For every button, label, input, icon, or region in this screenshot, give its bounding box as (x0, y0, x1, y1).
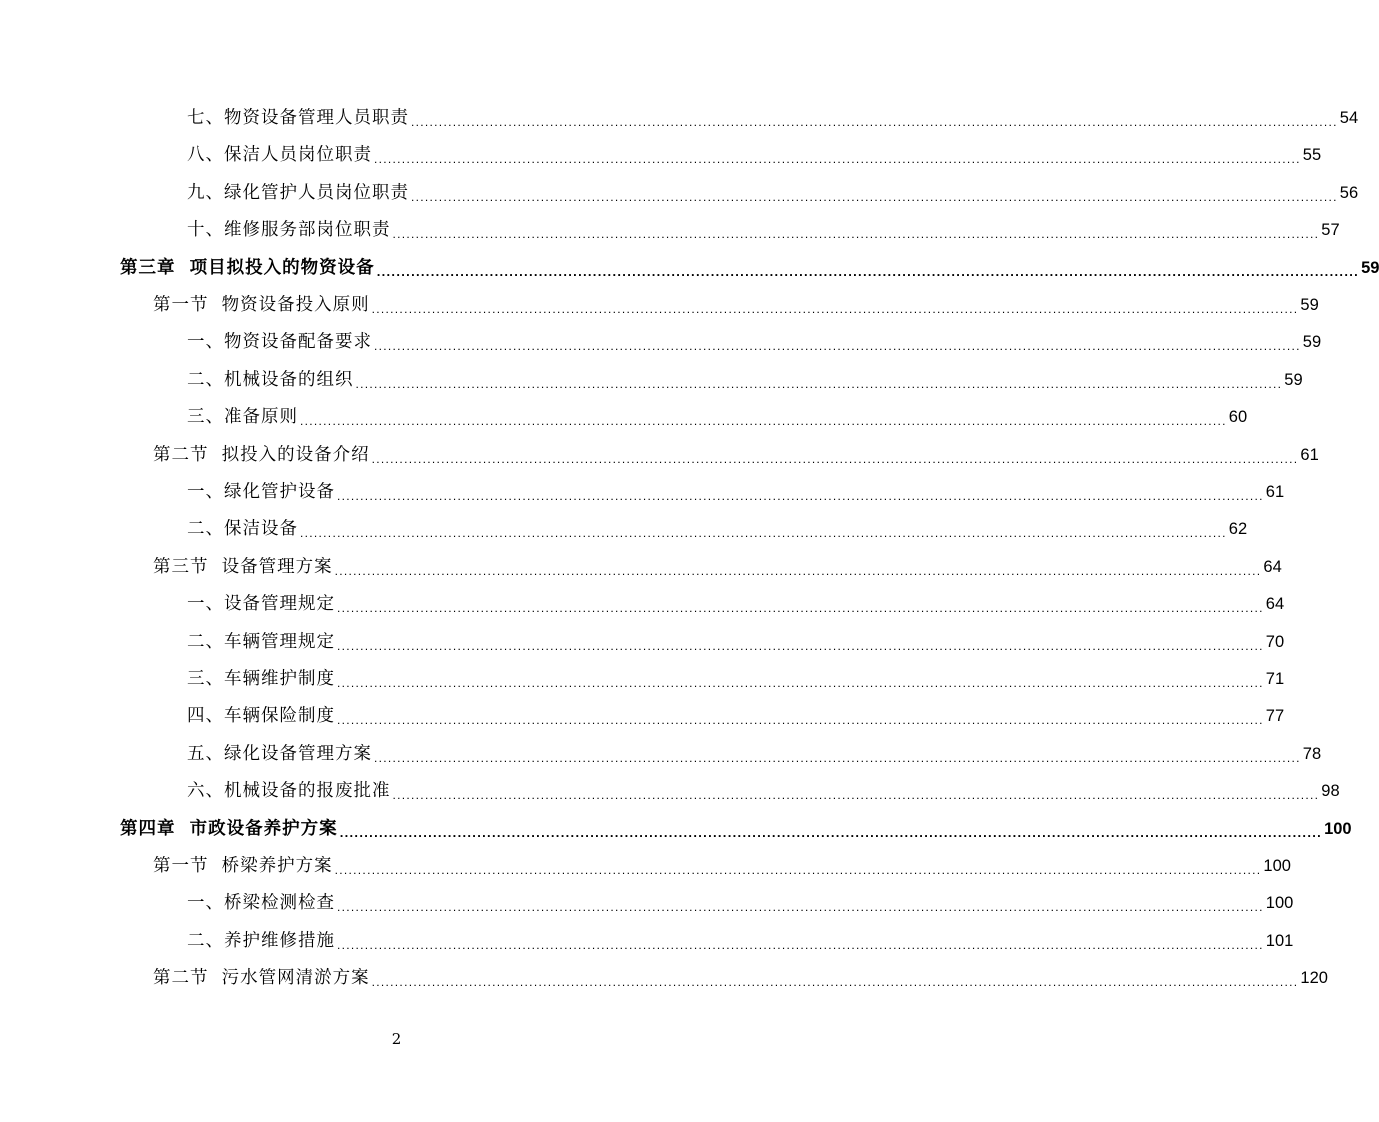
toc-entry-page: 98 (1321, 782, 1340, 801)
toc-leader-dots: ........................................................................................................................................................................................................ (392, 227, 1320, 242)
toc-leader-dots: ........................................................................................................................................................................................................ (337, 489, 1264, 503)
toc-entry-page: 64 (1265, 595, 1285, 614)
toc-leader-dots: ........................................................................................................................................................................................................ (374, 339, 1301, 354)
toc-entry-page: 77 (1265, 707, 1285, 726)
toc-entry-page: 57 (1321, 221, 1340, 240)
toc-leader-dots: ........................................................................................................................................................................................................ (334, 863, 1262, 877)
toc-entry-page: 59 (1361, 258, 1379, 277)
toc-entry-page: 56 (1339, 183, 1359, 202)
toc-entry-item[interactable] (187, 474, 1285, 511)
toc-entry-item[interactable] (187, 511, 1248, 548)
toc-leader-dots: ........................................................................................................................................................................................................ (411, 115, 1338, 129)
toc-entry-page: 100 (1263, 857, 1291, 875)
toc-leader-dots: ........................................................................................................................................................................................................ (392, 788, 1320, 803)
toc-entry-page: 59 (1302, 333, 1322, 352)
toc-entry-page: 78 (1302, 744, 1322, 763)
toc-leader-dots: ........................................................................................................................................................................................................ (300, 526, 1227, 541)
toc-entry-label: 六、机械设备的报废批准 (187, 781, 391, 802)
toc-leader-dots: ........................................................................................................................................................................................................ (376, 263, 1360, 279)
toc-entry-item[interactable] (187, 773, 1340, 810)
toc-entry-page: 60 (1228, 408, 1248, 427)
toc-leader-dots: ........................................................................................................................................................................................................ (355, 376, 1283, 391)
toc-entry-label: 第三节 设备管理方案 (153, 556, 333, 577)
toc-entry-label: 第二节 拟投入的设备介绍 (153, 444, 370, 465)
toc-entry-page: 62 (1228, 520, 1248, 539)
toc-entry-page: 61 (1265, 483, 1285, 501)
toc-entry-label: 二、机械设备的组织 (187, 369, 354, 390)
toc-entry-item[interactable] (187, 137, 1322, 174)
toc-leader-dots: ........................................................................................................................................................................................................ (371, 302, 1299, 316)
toc-entry-label: 五、绿化设备管理方案 (187, 743, 372, 764)
toc-entry-section[interactable] (153, 287, 1319, 324)
toc-leader-dots: ........................................................................................................................................................................................................ (371, 975, 1299, 990)
toc-entry-page: 70 (1265, 632, 1285, 651)
toc-entry-label: 第二节 污水管网清淤方案 (153, 968, 370, 989)
toc-entry-label: 第一节 桥梁养护方案 (153, 856, 333, 876)
toc-entry-label: 九、绿化管护人员岗位职责 (187, 182, 409, 203)
toc-entry-label: 二、车辆管理规定 (187, 631, 335, 652)
toc-entry-label: 一、设备管理规定 (187, 594, 335, 615)
toc-entry-page: 64 (1263, 557, 1282, 576)
toc-entry-chapter[interactable] (120, 811, 1352, 848)
toc-entry-label: 十、维修服务部岗位职责 (187, 220, 391, 241)
toc-entry-item[interactable] (187, 175, 1359, 212)
toc-entry-label: 三、准备原则 (187, 407, 298, 428)
toc-entry-section[interactable] (153, 848, 1291, 885)
toc-entry-item[interactable] (187, 212, 1340, 249)
toc-leader-dots: ........................................................................................................................................................................................................ (337, 900, 1264, 915)
toc-entry-chapter[interactable] (120, 250, 1379, 287)
toc-entry-page: 54 (1339, 109, 1359, 127)
toc-entry-item[interactable] (187, 362, 1303, 399)
toc-entry-item[interactable] (187, 736, 1322, 773)
toc-leader-dots: ........................................................................................................................................................................................................ (337, 713, 1264, 728)
toc-leader-dots: ........................................................................................................................................................................................................ (300, 414, 1227, 429)
toc-entry-section[interactable] (153, 960, 1328, 997)
toc-entry-item[interactable] (187, 586, 1285, 623)
toc-leader-dots: ........................................................................................................................................................................................................ (339, 824, 1323, 840)
toc-entry-label: 第一节 物资设备投入原则 (153, 295, 370, 315)
toc-leader-dots: ........................................................................................................................................................................................................ (337, 638, 1264, 653)
toc-entry-page: 71 (1265, 670, 1285, 688)
toc-leader-dots: ........................................................................................................................................................................................................ (337, 676, 1264, 690)
toc-leader-dots: ........................................................................................................................................................................................................ (374, 152, 1301, 167)
toc-entry-page: 61 (1300, 445, 1319, 464)
toc-entry-label: 二、养护维修措施 (187, 930, 335, 951)
toc-entry-label: 一、物资设备配备要求 (187, 332, 372, 353)
toc-entry-item[interactable] (187, 100, 1359, 137)
toc-entry-section[interactable] (153, 437, 1319, 474)
toc-entry-item[interactable] (187, 624, 1285, 661)
toc-leader-dots: ........................................................................................................................................................................................................ (337, 601, 1264, 616)
toc-entry-label: 七、物资设备管理人员职责 (187, 108, 409, 128)
toc-entry-item[interactable] (187, 661, 1285, 698)
toc-entry-label: 第四章 市政设备养护方案 (120, 818, 338, 839)
toc-entry-page: 59 (1300, 296, 1319, 314)
toc-entry-section[interactable] (153, 549, 1282, 586)
toc-leader-dots: ........................................................................................................................................................................................................ (374, 750, 1301, 765)
page-number: 2 (391, 1030, 402, 1048)
toc-entry-page: 101 (1265, 931, 1294, 950)
toc-entry-label: 八、保洁人员岗位职责 (187, 145, 372, 166)
toc-entry-page: 55 (1302, 146, 1322, 165)
toc-leader-dots: ........................................................................................................................................................................................................ (411, 189, 1338, 204)
toc-leader-dots: ........................................................................................................................................................................................................ (337, 937, 1264, 952)
toc-entry-label: 三、车辆维护制度 (187, 669, 335, 689)
toc-entry-label: 二、保洁设备 (187, 519, 298, 540)
toc-entry-item[interactable] (187, 324, 1322, 361)
toc-entry-label: 一、绿化管护设备 (187, 482, 335, 502)
toc-entry-page: 120 (1300, 969, 1328, 988)
toc-entry-label: 一、桥梁检测检查 (187, 893, 335, 914)
toc-entry-item[interactable] (187, 399, 1248, 436)
toc-leader-dots: ........................................................................................................................................................................................................ (371, 451, 1299, 466)
toc-entry-page: 59 (1284, 370, 1303, 389)
toc-entry-item[interactable] (187, 923, 1294, 960)
toc-entry-item[interactable] (187, 698, 1285, 735)
toc-entry-label: 第三章 项目拟投入的物资设备 (120, 257, 375, 278)
toc-entry-page: 100 (1324, 819, 1352, 838)
toc-leader-dots: ........................................................................................................................................................................................................ (334, 563, 1262, 578)
toc-entry-page: 100 (1265, 894, 1294, 913)
toc-entry-item[interactable] (187, 885, 1294, 922)
toc-entry-label: 四、车辆保险制度 (187, 706, 335, 727)
